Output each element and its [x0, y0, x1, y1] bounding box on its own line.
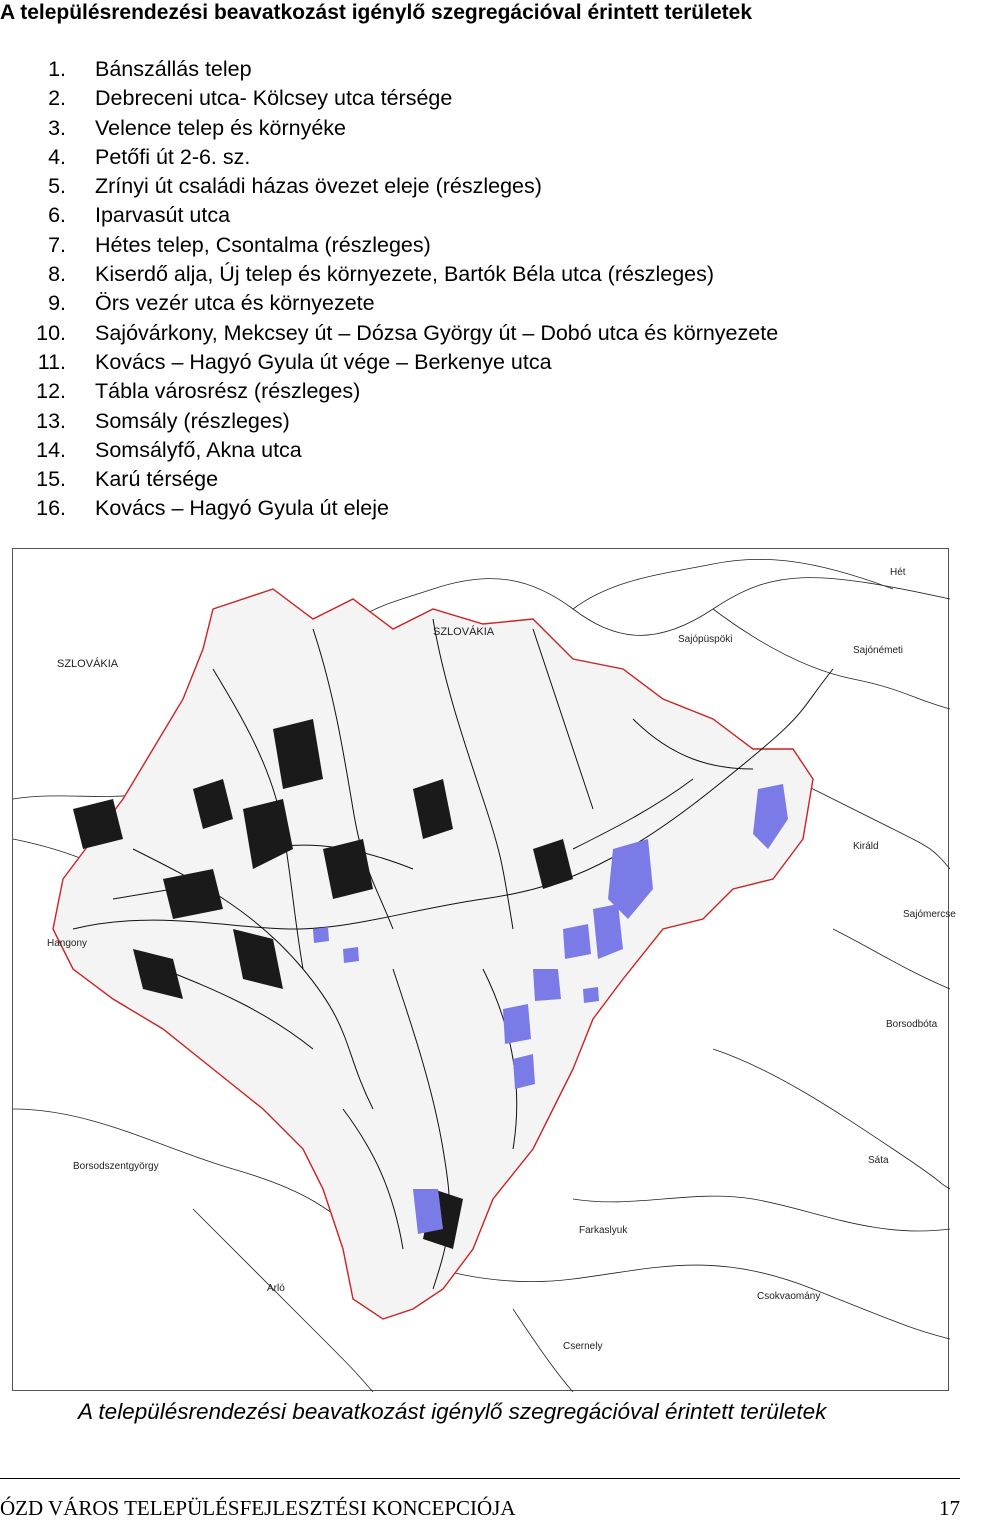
area-number: 6.	[48, 203, 66, 228]
area-name: Kiserdő alja, Új telep és környezete, Bartók Béla utca (részleges)	[95, 262, 715, 287]
area-number: 14.	[36, 437, 66, 462]
label-sajomercse: Sajómercse	[903, 909, 956, 920]
label-szlovakia-1: SZLOVÁKIA	[433, 626, 495, 638]
page-number: 17	[939, 1496, 960, 1520]
area-name: Kovács – Hagyó Gyula út eleje	[95, 496, 389, 521]
area-number: 11.	[37, 349, 66, 374]
area-name: Kovács – Hagyó Gyula út vége – Berkenye utca	[95, 349, 552, 374]
label-csernely: Csernely	[563, 1341, 603, 1352]
area-number: 9.	[48, 291, 66, 316]
area-name: Petőfi út 2-6. sz.	[95, 144, 251, 169]
area-number: 4.	[48, 144, 66, 169]
label-kiraly: Királd	[853, 841, 879, 852]
area-name: Velence telep és környéke	[95, 115, 346, 140]
area-name: Somsály (részleges)	[95, 408, 290, 433]
label-szlovakia-2: SZLOVÁKIA	[57, 658, 119, 670]
area-name: Iparvasút utca	[95, 203, 231, 228]
area-number: 2.	[48, 86, 66, 111]
area-name: Zrínyi út családi házas övezet eleje (részleges)	[95, 174, 542, 199]
area-number: 16.	[36, 496, 66, 521]
area-name: Sajóvárkony, Mekcsey út – Dózsa György út – Dobó utca és környezete	[95, 320, 779, 345]
label-het: Hét	[890, 567, 906, 578]
segregation-map	[12, 548, 956, 1391]
label-borsodbota: Borsodbóta	[886, 1019, 938, 1030]
label-arlo: Arló	[267, 1283, 285, 1294]
area-number: 12.	[36, 379, 66, 404]
area-name: Somsályfő, Akna utca	[95, 437, 302, 462]
area-number: 1.	[48, 57, 66, 81]
area-number: 10.	[36, 320, 66, 345]
label-hangony: Hangony	[47, 938, 88, 949]
page-heading: A településrendezési beavatkozást igénylő szegregációval érintett területek	[0, 1, 753, 24]
label-borsodszentgyorgy: Borsodszentgyörgy	[73, 1161, 159, 1172]
area-number: 3.	[48, 115, 66, 140]
label-sajonemeti: Sajónémeti	[853, 645, 904, 656]
area-number: 15.	[36, 467, 66, 492]
map-caption: A településrendezési beavatkozást igénylő szegregációval érintett területek	[78, 1399, 827, 1424]
area-name: Bánszállás telep	[95, 57, 252, 81]
label-sajopuspoki: Sajópüspöki	[678, 634, 733, 645]
area-number: 7.	[48, 232, 66, 257]
area-name: Debreceni utca- Kölcsey utca térsége	[95, 86, 453, 111]
label-csokvaomany: Csokvaomány	[757, 1291, 821, 1302]
area-name: Örs vezér utca és környezete	[95, 291, 375, 316]
area-number: 8.	[48, 262, 66, 287]
label-sata: Sáta	[868, 1155, 889, 1166]
area-name: Karú térsége	[95, 467, 219, 492]
area-number: 5.	[48, 174, 66, 199]
area-name: Tábla városrész (részleges)	[95, 379, 361, 404]
area-name: Hétes telep, Csontalma (részleges)	[95, 232, 431, 257]
footer-divider	[0, 1478, 960, 1479]
area-number: 13.	[36, 408, 66, 433]
label-farkaslyuk: Farkaslyuk	[579, 1225, 628, 1236]
footer-title: ÓZD VÁROS TELEPÜLÉSFEJLESZTÉSI KONCEPCIÓJA	[0, 1496, 516, 1520]
map-svg	[13, 549, 956, 1392]
